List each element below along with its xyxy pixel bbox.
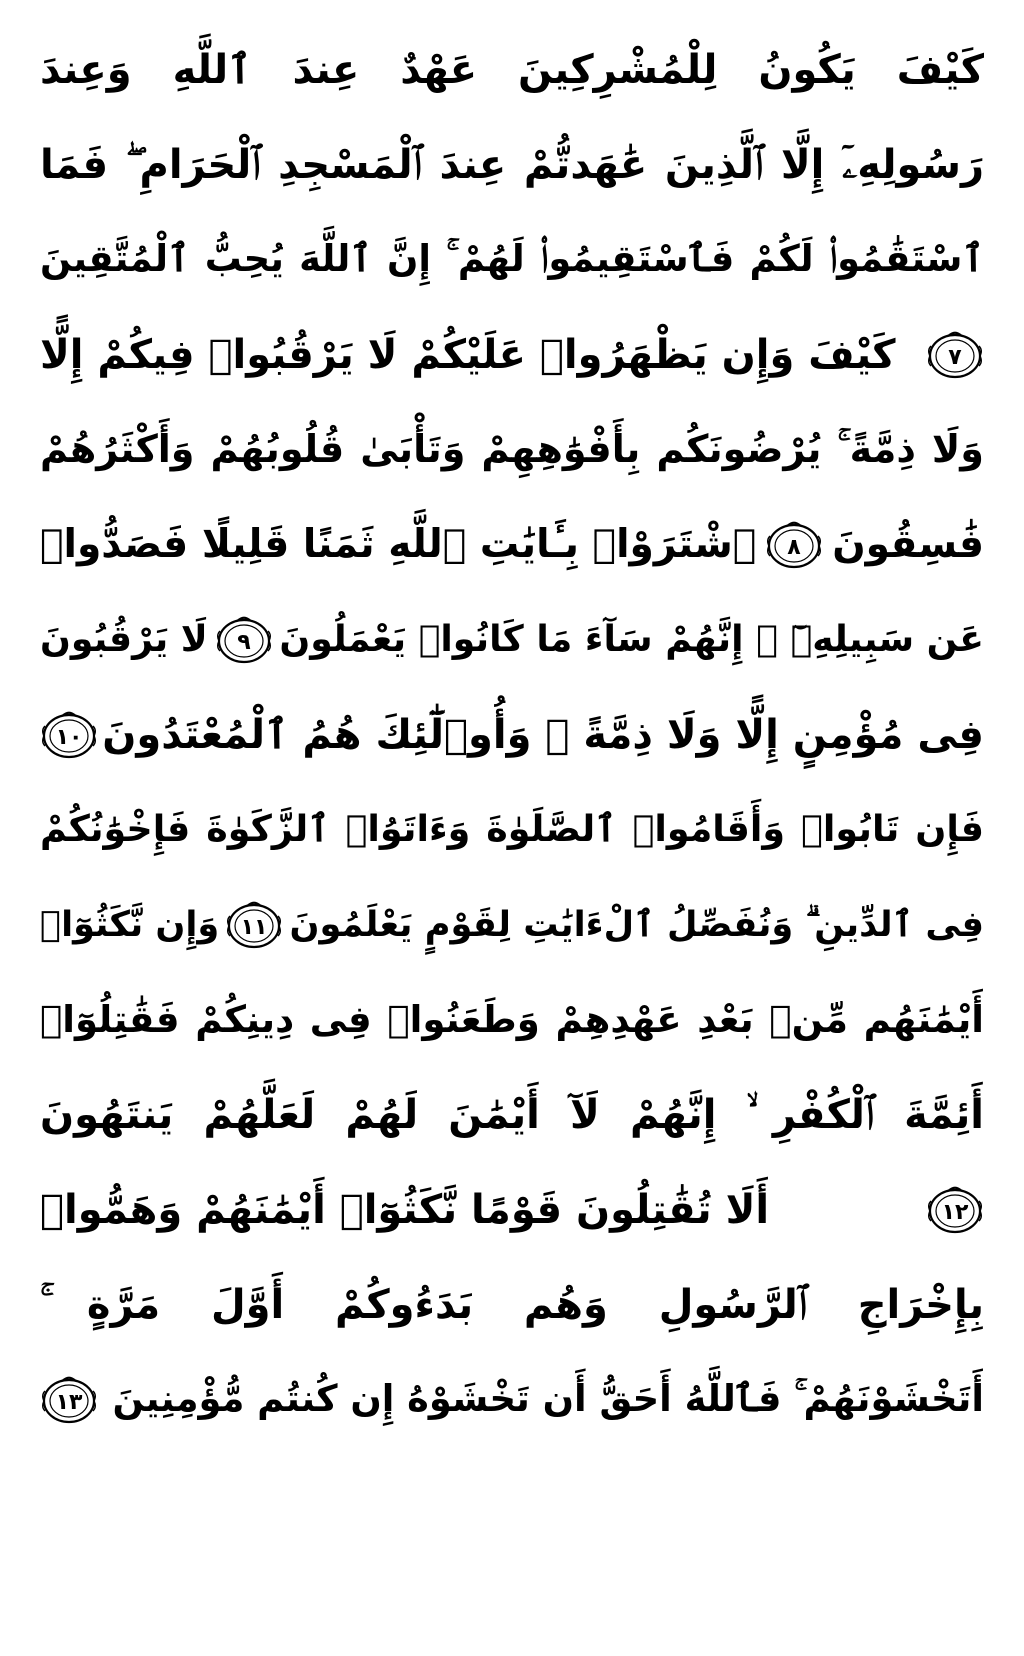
text-line: [40, 22, 984, 117]
text-line: [40, 307, 984, 402]
verse-text: لَا يَرْقُبُونَ: [40, 617, 208, 661]
text-line: [40, 972, 984, 1067]
text-line: [40, 117, 984, 212]
text-line: [40, 1162, 984, 1257]
quran-page: [40, 22, 984, 1634]
text-line: [40, 497, 984, 592]
text-line: [40, 592, 984, 687]
verse-text: بِإِخْرَاجِ ٱلرَّسُولِ وَهُم بَدَءُوكُمْ أَوَّلَ مَرَّةٍ ۚ: [40, 1281, 984, 1328]
text-line: [40, 687, 984, 782]
ayah-number: ٩: [236, 629, 251, 655]
ayah-end-marker-icon: [225, 900, 283, 950]
ayah-number: ١٣: [55, 1389, 83, 1415]
ayah-number: ٨: [787, 534, 801, 560]
ayah-end-marker-icon: [40, 710, 98, 760]
verse-text: كَيْفَ وَإِن يَظْهَرُوا۟ عَلَيْكُمْ لَا يَرْقُبُوا۟ فِيكُمْ إِلًّا: [40, 331, 896, 378]
ayah-end-marker-icon: [40, 1375, 98, 1425]
verse-text: أَئِمَّةَ ٱلْكُفْرِ ۙ إِنَّهُمْ لَآ أَيْمَٰنَ لَهُمْ لَعَلَّهُمْ يَنتَهُونَ: [40, 1091, 984, 1138]
verse-text: فِى مُؤْمِنٍ إِلًّا وَلَا ذِمَّةً ۚ وَأُو۟لَٰٓئِكَ هُمُ ٱلْمُعْتَدُونَ: [102, 711, 984, 758]
ayah-end-marker-icon: [215, 615, 273, 665]
ayah-end-marker-icon: [926, 330, 984, 380]
verse-text: وَلَا ذِمَّةً ۚ يُرْضُونَكُم بِأَفْوَٰهِهِمْ وَتَأْبَىٰ قُلُوبُهُمْ وَأَكْثَرُهُمْ: [40, 427, 984, 472]
verse-text: عَن سَبِيلِهِۦٓ ۚ إِنَّهُمْ سَآءَ مَا كَانُوا۟ يَعْمَلُونَ: [279, 617, 984, 661]
verse-text: فَٰسِقُونَ: [832, 521, 984, 567]
text-line: [40, 782, 984, 877]
verse-text: أَيْمَٰنَهُم مِّنۢ بَعْدِ عَهْدِهِمْ وَطَعَنُوا۟ فِى دِينِكُمْ فَقَٰتِلُوٓا۟: [40, 997, 984, 1041]
text-line: [40, 1067, 984, 1162]
ayah-number: ٧: [948, 344, 962, 370]
verse-text: كَيْفَ يَكُونُ لِلْمُشْرِكِينَ عَهْدٌ عِندَ ٱللَّهِ وَعِندَ: [40, 46, 984, 93]
verse-text: فِى ٱلدِّينِ ۗ وَنُفَصِّلُ ٱلْءَايَٰتِ لِقَوْمٍ يَعْلَمُونَ: [289, 903, 984, 945]
ayah-number: ١٠: [55, 724, 83, 750]
text-line: [40, 1257, 984, 1352]
verse-text: وَإِن نَّكَثُوٓا۟: [40, 903, 220, 945]
text-line: [40, 1352, 984, 1447]
verse-text: أَلَا تُقَٰتِلُونَ قَوْمًا نَّكَثُوٓا۟ أَيْمَٰنَهُمْ وَهَمُّوا۟: [40, 1186, 770, 1233]
verse-text: أَتَخْشَوْنَهُمْ ۚ فَٱللَّهُ أَحَقُّ أَن تَخْشَوْهُ إِن كُنتُم مُّؤْمِنِينَ: [112, 1377, 984, 1421]
text-line: [40, 212, 984, 307]
ayah-number: ١١: [240, 914, 268, 940]
verse-text: ٱسْتَقَٰمُوا۟ لَكُمْ فَٱسْتَقِيمُوا۟ لَهُمْ ۚ إِنَّ ٱللَّهَ يُحِبُّ ٱلْمُتَّقِينَ: [40, 237, 984, 281]
ayah-number: ١٢: [941, 1199, 969, 1225]
verse-text: ٱشْتَرَوْا۟ بِـَٔايَٰتِ ٱللَّهِ ثَمَنًا قَلِيلًا فَصَدُّوا۟: [40, 521, 757, 567]
text-line: [40, 402, 984, 497]
text-line: [40, 877, 984, 972]
ayah-end-marker-icon: [765, 520, 823, 570]
verse-text: رَسُولِهِۦٓ إِلَّا ٱلَّذِينَ عَٰهَدتُّمْ عِندَ ٱلْمَسْجِدِ ٱلْحَرَامِ ۖ فَمَا: [40, 141, 984, 188]
verse-text: فَإِن تَابُوا۟ وَأَقَامُوا۟ ٱلصَّلَوٰةَ وَءَاتَوُا۟ ٱلزَّكَوٰةَ فَإِخْوَٰنُكُمْ: [40, 807, 984, 851]
ayah-end-marker-icon: [926, 1185, 984, 1235]
